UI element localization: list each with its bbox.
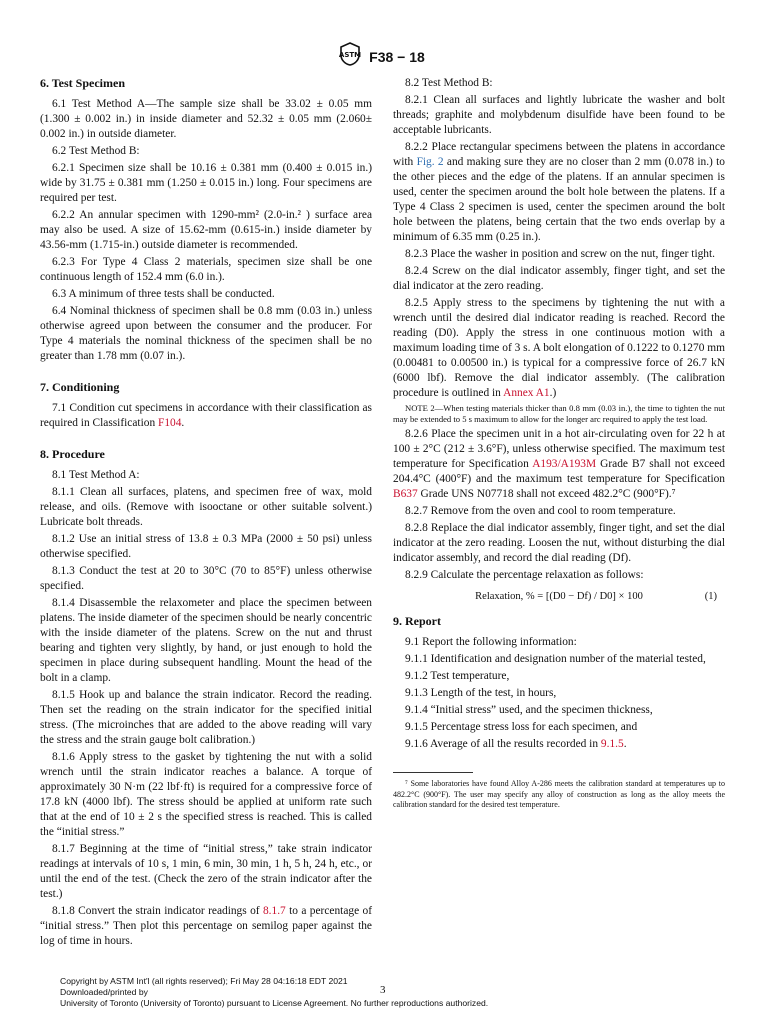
para-7-1: 7.1 Condition cut specimens in accordance with their classification as required in Classification F104. — [40, 402, 372, 429]
section-heading-6: 6. Test Specimen — [40, 76, 126, 90]
page-header — [0, 42, 764, 70]
link-b637[interactable]: B637 — [393, 488, 418, 500]
copyright-footer — [60, 976, 720, 1009]
astm-logo-icon — [339, 42, 361, 71]
para-8-2: 8.2 Test Method B: — [405, 77, 493, 89]
para-8-1-6: 8.1.6 Apply stress to the gasket by tightening the nut with a solid wrench until the strain indicator reaches a balance. A torque of approximately 30 N·m (22 lbf·ft) is required for a compressive force of 17.8 kN (4000 lbf). The stress should be applied at uniform rate such that at the end of 10 ± 2 s the specified stress is reached. This is called the “initial stress.” — [40, 751, 372, 838]
section-heading-7: 7. Conditioning — [40, 380, 120, 394]
para-8-1-8: 8.1.8 Convert the strain indicator readings of 8.1.7 to a percentage of “initial stress.” Then plot this percentage on semilog paper against the log of time in hours. — [40, 905, 372, 947]
para-6-2-1: 6.2.1 Specimen size shall be 10.16 ± 0.381 mm (0.400 ± 0.015 in.) wide by 31.75 ± 0.381 mm (1.250 ± 0.015 in.) long. Four specimens are required per test. — [40, 162, 372, 204]
para-8-1: 8.1 Test Method A: — [52, 469, 140, 481]
para-8-2-5: 8.2.5 Apply stress to the specimens by tightening the nut with a wrench until the desired dial indicator reading is reached. Record the reading (D0). Apply the stress in one continuous motion with a maximum loading time of 3 s. A bolt elongation of 0.1222 to 0.1270 mm (0.00481 to 0.00500 in.) is typical for a compressive force of 26.7 kN (6000 lbf). Remove the dial indicator assembly. (The calibration procedure is outlined in Annex A1.) — [393, 297, 725, 399]
equation-1 — [393, 589, 725, 604]
footer-line-2: Downloaded/printed by — [60, 987, 148, 997]
para-9-1: 9.1 Report the following information: — [405, 636, 577, 648]
para-8-1-5: 8.1.5 Hook up and balance the strain indicator. Record the reading. Then set the reading on the strain indicator for the specified initial stress. (The microinches that are added to the above reading will vary the stress and the strain gauge bolt calibration.) — [40, 689, 372, 746]
section-heading-9: 9. Report — [393, 614, 441, 628]
para-8-2-9: 8.2.9 Calculate the percentage relaxation as follows: — [405, 569, 644, 581]
para-6-2: 6.2 Test Method B: — [52, 145, 140, 157]
para-9-1-3: 9.1.3 Length of the test, in hours, — [405, 687, 557, 699]
para-9-1-4: 9.1.4 “Initial stress” used, and the specimen thickness, — [405, 704, 653, 716]
document-id: F38 − 18 — [369, 48, 425, 65]
para-9-1-1: 9.1.1 Identification and designation number of the material tested, — [405, 653, 706, 665]
link-9-1-5[interactable]: 9.1.5 — [600, 738, 624, 750]
svg-text:ASTM: ASTM — [339, 51, 362, 59]
link-8-1-7[interactable]: 8.1.7 — [262, 905, 286, 917]
footnote-7: ⁷ Some laboratories have found Alloy A-286 meets the calibration standard at temperatures up to 482.2°C (900°F). The user may specify any alloy of construction as long as the alloy meets the calibration standard for the desired test temperature. — [393, 779, 725, 809]
page-number: 3 — [380, 984, 386, 996]
para-6-2-2: 6.2.2 An annular specimen with 1290-mm² (2.0-in.² ) surface area may also be used. A size of 15.62-mm (0.615-in.) inside diameter by 43.56-mm (1.715-in.) outside diameter is recommended. — [40, 209, 372, 251]
section-heading-8: 8. Procedure — [40, 447, 105, 461]
para-9-1-2: 9.1.2 Test temperature, — [405, 670, 510, 682]
footer-line-1: Copyright by ASTM Int'l (all rights reserved); Fri May 28 04:16:18 EDT 2021 — [60, 976, 348, 986]
para-8-1-4: 8.1.4 Disassemble the relaxometer and place the specimen between platens. The inside diameter of the specimen should be nearly concentric with the inside diameter of the platens. Screw on the nut and thrust bearing and tighten very slightly, by hand, or just enough to hold the specimen in place during subsequent handling. Mount the head of the bolt in a clamp. — [40, 597, 372, 684]
note-2: NOTE 2—When testing materials thicker than 0.8 mm (0.03 in.), the time to tighten the nut may be extended to 5 s maximum to allow for the longer arc required to apply the test load. — [393, 403, 725, 424]
para-8-1-7: 8.1.7 Beginning at the time of “initial stress,” take strain indicator readings at intervals of 10 s, 1 min, 6 min, 30 min, 1 h, 5 h, 24 h, etc., or until the end of the test. (Check the zero of the strain indicator after the test.) — [40, 843, 372, 900]
para-6-1: 6.1 Test Method A—The sample size shall be 33.02 ± 0.05 mm (1.300 ± 0.002 in.) in inside diameter and 52.32 ± 0.05 mm (2.060± 0.002 in.) in outside diameter. — [40, 98, 372, 140]
para-6-2-3: 6.2.3 For Type 4 Class 2 materials, specimen size shall be one continuous length of 152.4 mm (6.0 in.). — [40, 256, 372, 283]
para-6-4: 6.4 Nominal thickness of specimen shall be 0.8 mm (0.03 in.) unless otherwise agreed upon between the consumer and the producer. For Type 4 materials the nominal thickness of the specimen shall be no greater than 1.78 mm (0.07 in.). — [40, 305, 372, 362]
para-8-2-3: 8.2.3 Place the washer in position and screw on the nut, finger tight. — [405, 248, 716, 260]
footnote-rule — [393, 772, 473, 773]
right-column — [393, 76, 725, 813]
para-9-1-6: 9.1.6 Average of all the results recorded in 9.1.5. — [405, 738, 627, 750]
para-8-2-4: 8.2.4 Screw on the dial indicator assembly, finger tight, and set the dial indicator at the zero reading. — [393, 265, 725, 292]
para-8-1-3: 8.1.3 Conduct the test at 20 to 30°C (70 to 85°F) unless otherwise specified. — [40, 565, 372, 592]
para-8-2-8: 8.2.8 Replace the dial indicator assembly, finger tight, and set the dial indicator at the zero reading. Loosen the nut, without disturbing the dial indicator assembly, and record the dial reading (Df). — [393, 522, 725, 564]
equation-number: (1) — [704, 591, 717, 602]
para-8-2-6: 8.2.6 Place the specimen unit in a hot air-circulating oven for 22 h at 100 ± 2°C (212 ± 3.6°F), unless otherwise specified. The maximum test temperature for Specification A193/A193M Grade B7 shall not exceed 204.4°C (400°F) and the maximum test temperature for Specification B637 Grade UNS N07718 shall not exceed 482.2°C (900°F).⁷ — [393, 428, 725, 500]
footer-line-3: University of Toronto (University of Toronto) pursuant to License Agreement. No further reproductions authorized. — [60, 998, 489, 1008]
para-9-1-5: 9.1.5 Percentage stress loss for each specimen, and — [405, 721, 638, 733]
para-8-2-2: 8.2.2 Place rectangular specimens between the platens in accordance with Fig. 2 and making sure they are no closer than 2 mm (0.078 in.) to the other pieces and the edge of the platens. If an annular specimen is used, center the specimen around the bolt hole between the platens. If a Type 4 Class 2 specimen is used, center the specimen around the bolt hole between the platens, being certain that the two ends overlap by a minimum of 6.35 mm (0.25 in.). — [393, 141, 725, 243]
link-annex-a1[interactable]: Annex A1 — [503, 387, 550, 399]
link-a193[interactable]: A193/A193M — [532, 458, 597, 470]
link-fig-2[interactable]: Fig. 2 — [416, 156, 444, 168]
link-f104[interactable]: F104 — [158, 417, 182, 429]
equation-text: Relaxation, % = [(D0 − Df) / D0] × 100 — [475, 591, 643, 602]
para-8-2-7: 8.2.7 Remove from the oven and cool to room temperature. — [405, 505, 676, 517]
para-8-1-1: 8.1.1 Clean all surfaces, platens, and specimen free of wax, mold release, and oils. (Remove with isooctane or other suitable solvent.) Lubricate bolt threads. — [40, 486, 372, 528]
para-8-1-2: 8.1.2 Use an initial stress of 13.8 ± 0.3 MPa (2000 ± 50 psi) unless otherwise specified. — [40, 533, 372, 560]
left-column — [40, 76, 372, 951]
para-6-3: 6.3 A minimum of three tests shall be conducted. — [52, 288, 275, 300]
para-8-2-1: 8.2.1 Clean all surfaces and lightly lubricate the washer and bolt threads; graphite and molybdenum disulfide have been found to be acceptable lubricants. — [393, 94, 725, 136]
